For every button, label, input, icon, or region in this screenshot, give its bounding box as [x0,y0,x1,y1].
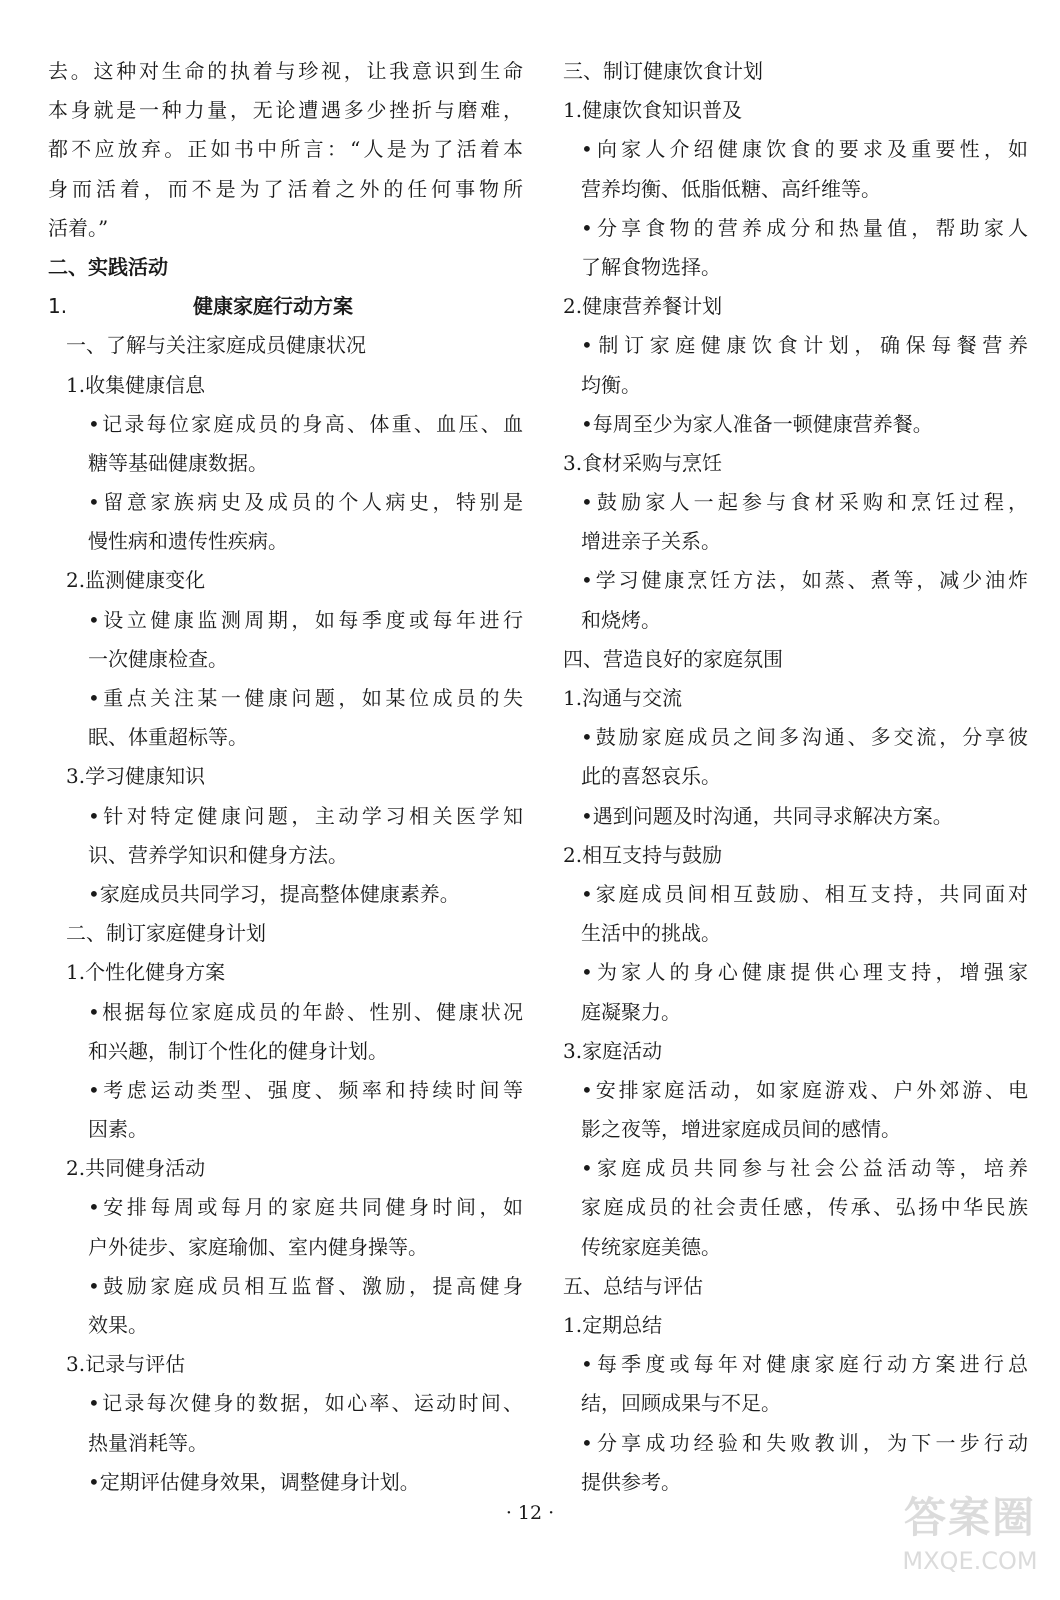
text-line: •设立健康监测周期，如每季度或每年进行 [88,607,523,632]
text-line: 提供参考。 [581,1469,681,1494]
text-line: •家庭成员间相互鼓励、相互支持，共同面对 [581,881,1028,906]
text-line: 四、营造良好的家庭氛围 [563,646,783,671]
text-line: 营养均衡、低脂低糖、高纤维等。 [581,176,881,201]
text-line: 慢性病和遗传性疾病。 [88,529,288,554]
text-line: •考虑运动类型、强度、频率和持续时间等 [88,1077,523,1102]
text-line: 了解食物选择。 [581,254,721,279]
text-line: •分享成功经验和失败教训，为下一步行动 [581,1430,1028,1455]
text-line: •分享食物的营养成分和热量值，帮助家人 [581,215,1028,240]
text-line: •向家人介绍健康饮食的要求及重要性，如 [581,137,1028,162]
text-line: 一、了解与关注家庭成员健康状况 [66,333,366,358]
text-line: 因素。 [88,1117,148,1142]
text-line: 二、制订家庭健身计划 [66,921,266,946]
text-line: 3.记录与评估 [66,1352,186,1377]
text-line: 三、制订健康饮食计划 [563,59,763,83]
text-line: 识、营养学知识和健身方法。 [88,842,348,867]
text-line: •针对特定健康问题，主动学习相关医学知 [88,803,523,828]
text-line: 2.共同健身活动 [66,1156,206,1181]
text-line: 增进亲子关系。 [581,529,721,554]
page-number: · 12 · [505,1502,555,1524]
text-line: •鼓励家庭成员之间多沟通、多交流，分享彼 [581,725,1028,750]
text-line: 1.定期总结 [563,1313,663,1337]
text-line: 1.个性化健身方案 [66,960,226,985]
text-line: 活着。” [48,215,109,240]
text-line: 眠、体重超标等。 [88,725,248,750]
text-line: 效果。 [88,1313,148,1337]
text-line: 1.收集健康信息 [66,372,206,397]
section-heading: 二、实践活动 [48,254,168,279]
text-line: 本身就是一种力量，无论遭遇多少挫折与磨难， [48,98,523,123]
left-column [48,52,523,1502]
text-line: 3.学习健康知识 [66,764,206,789]
text-line: •定期评估健身效果，调整健身计划。 [88,1469,420,1494]
text-line: •重点关注某一健康问题，如某位成员的失 [88,686,523,710]
text-line: 3.家庭活动 [563,1038,663,1063]
watermark-logo [895,1490,1045,1594]
text-line: 和烧烤。 [581,607,661,632]
section-title-text: 健康家庭行动方案 [193,294,353,319]
text-line: 此的喜怒哀乐。 [581,764,721,789]
text-line: 结，回顾成果与不足。 [581,1391,781,1416]
text-line: •鼓励家庭成员相互监督、激励，提高健身 [88,1273,523,1298]
text-line: •家庭成员共同学习，提高整体健康素养。 [88,881,460,906]
text-line: 家庭成员的社会责任感，传承、弘扬中华民族 [581,1195,1028,1220]
text-line: •每周至少为家人准备一顿健康营养餐。 [581,411,933,436]
right-column [563,52,1028,1502]
section-title-number: 1. [48,294,68,319]
text-line: •根据每位家庭成员的年龄、性别、健康状况 [88,999,523,1024]
text-line: 均衡。 [581,372,641,397]
text-line: 身而活着，而不是为了活着之外的任何事物所 [48,176,523,201]
text-line: 热量消耗等。 [88,1430,208,1455]
text-line: 都不应放弃。正如书中所言：“人是为了活着本 [48,137,523,162]
watermark-url: MXQE.COM [902,1547,1038,1575]
text-line: 和兴趣，制订个性化的健身计划。 [88,1038,388,1063]
text-line: •学习健康烹饪方法，如蒸、煮等，减少油炸 [581,568,1028,593]
text-line: 2.健康营养餐计划 [563,294,723,319]
text-line: 一次健康检查。 [88,646,228,671]
text-line: •安排每周或每月的家庭共同健身时间，如 [88,1195,523,1220]
text-line: •安排家庭活动，如家庭游戏、户外郊游、电 [581,1077,1028,1102]
watermark-logo-text: 答案圈 [903,1493,1036,1542]
text-line: 生活中的挑战。 [581,921,721,946]
text-line: •留意家族病史及成员的个人病史，特别是 [88,490,523,515]
section-title [48,287,523,326]
text-line: •记录每位家庭成员的身高、体重、血压、血 [88,411,523,436]
text-line: 影之夜等，增进家庭成员间的感情。 [581,1117,901,1142]
text-line: 糖等基础健康数据。 [88,450,268,475]
text-line: 去。这种对生命的执着与珍视，让我意识到生命 [48,59,523,83]
text-line: 庭凝聚力。 [581,999,681,1024]
text-line: 2.监测健康变化 [66,568,206,593]
text-line: 户外徒步、家庭瑜伽、室内健身操等。 [88,1234,428,1259]
text-line: •制订家庭健康饮食计划，确保每餐营养 [581,333,1028,358]
text-line: 1.沟通与交流 [563,686,683,710]
text-line: •鼓励家人一起参与食材采购和烹饪过程， [581,490,1028,515]
text-line: 1.健康饮食知识普及 [563,98,743,123]
text-line: 2.相互支持与鼓励 [563,842,723,867]
text-line: •为家人的身心健康提供心理支持，增强家 [581,960,1028,985]
text-line: •记录每次健身的数据，如心率、运动时间、 [88,1391,523,1416]
text-line: •家庭成员共同参与社会公益活动等，培养 [581,1156,1028,1181]
text-line: 传统家庭美德。 [581,1234,721,1259]
text-line: •每季度或每年对健康家庭行动方案进行总 [581,1352,1028,1377]
text-line: 五、总结与评估 [563,1273,703,1298]
text-line: 3.食材采购与烹饪 [563,450,723,475]
text-line: •遇到问题及时沟通，共同寻求解决方案。 [581,803,953,828]
